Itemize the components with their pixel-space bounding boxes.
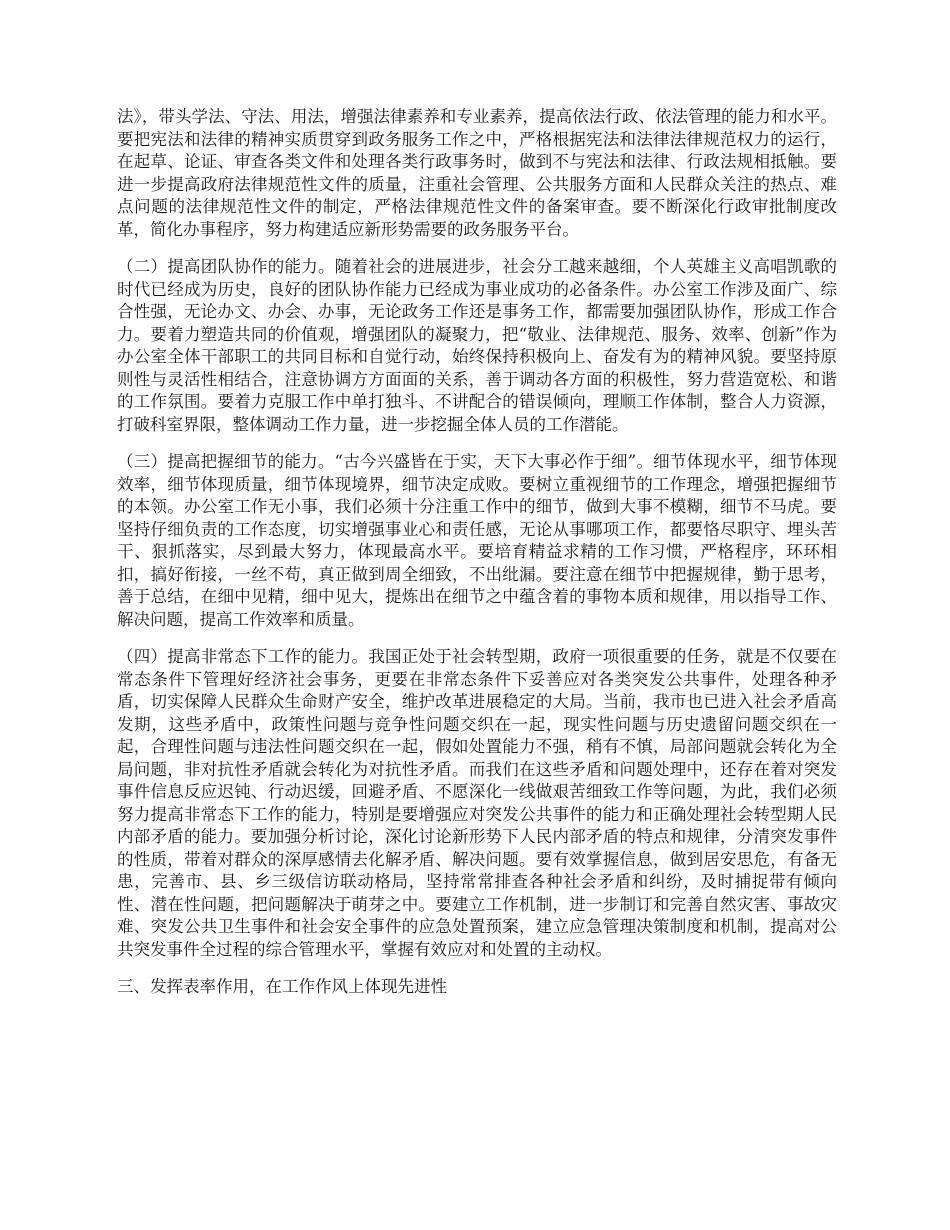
paragraph-detail: （三）提高把握细节的能力。“古今兴盛皆在于实，天下大事必作于细”。细节体现水平，细节体现效率，细节体现质量，细节体现境界，细节决定成败。要树立重视细节的工作理念，增强把握细节的本领。办公室工作无小事，我们必须十分注重工作中的细节，做到大事不模糊，细节不马虎。要坚持仔细负责的工作态度，切实增强事业心和责任感，无论从事哪项工作，都要恪尽职守、埋头苦干、狠抓落实，尽到最大努力，体现最高水平。要培育精益求精的工作习惯，严格程序，环环相扣，搞好衔接，一丝不苟，真正做到周全细致，不出纰漏。要注意在细节中把握规律，勤于思考，善于总结，在细中见精，细中见大，提炼出在细节之中蕴含着的事物本质和规律，用以指导工作、解决问题，提高工作效率和质量。 (117, 452, 837, 629)
paragraph-abnormal-conditions: （四）提高非常态下工作的能力。我国正处于社会转型期，政府一项很重要的任务，就是不仅要在常态条件下管理好经济社会事务，更要在非常态条件下妥善应对各类突发公共事件，处理各种矛盾，切实保障人民群众生命财产安全，维护改革进展稳定的大局。当前，我市也已进入社会矛盾高发期，这些矛盾中，政策性问题与竞争性问题交织在一起，现实性问题与历史遗留问题交织在一起，合理性问题与违法性问题交织在一起，假如处置能力不强，稍有不慎，局部问题就会转化为全局问题，非对抗性矛盾就会转化为对抗性矛盾。而我们在这些矛盾和问题处理中，还存在着对突发事件信息反应迟钝、行动迟缓，回避矛盾、不愿深化一线做艰苦细致工作等问题，为此，我们必须努力提高非常态下工作的能力，特别是要增强应对突发公共事件的能力和正确处理社会转型期人民内部矛盾的能力。要加强分析讨论，深化讨论新形势下人民内部矛盾的特点和规律，分清突发事件的性质，带着对群众的深厚感情去化解矛盾、解决问题。要有效掌握信息，做到居安思危，有备无患，完善市、县、乡三级信访联动格局，坚持常常排查各种社会矛盾和纠纷，及时捕捉带有倾向性、潜在性问题，把问题解决于萌芽之中。要建立工作机制，进一步制订和完善自然灾害、事故灾难、突发公共卫生事件和社会安全事件的应急处置预案，建立应急管理决策制度和机制，提高对公共突发事件全过程的综合管理水平，掌握有效应对和处置的主动权。 (117, 647, 837, 959)
paragraph-legal-governance: 法》，带头学法、守法、用法，增强法律素养和专业素养，提高依法行政、依法管理的能力和水平。要把宪法和法律的精神实质贯穿到政务服务工作之中，严格根据宪法和法律法律规范权力的运行，在起草、论证、审查各类文件和处理各类行政事务时，做到不与宪法和法律、行政法规相抵触。要进一步提高政府法律规范性文件的质量，注重社会管理、公共服务方面和人民群众关注的热点、难点问题的法律规范性文件的制定，严格法律规范性文件的备案审查。要不断深化行政审批制度改革，简化办事程序，努力构建适应新形势需要的政务服务平台。 (117, 107, 837, 239)
section-heading: 三、发挥表率作用，在工作作风上体现先进性 (117, 977, 447, 996)
paragraph-teamwork: （二）提高团队协作的能力。随着社会的进展进步，社会分工越来越细，个人英雄主义高唱凯歌的时代已经成为历史，良好的团队协作能力已经成为事业成功的必备条件。办公室工作涉及面广、综合性强，无论办文、办会、办事，无论政务工作还是事务工作，都需要加强团队协作，形成工作合力。要着力塑造共同的价值观，增强团队的凝聚力，把“敬业、法律规范、服务、效率、创新”作为办公室全体干部职工的共同目标和自觉行动，始终保持积极向上、奋发有为的精神风貌。要坚持原则性与灵活性相结合，注意协调方方面面的关系，善于调动各方面的积极性，努力营造宽松、和谐的工作氛围。要着力克服工作中单打独斗、不讲配合的错误倾向，理顺工作体制，整合人力资源，打破科室界限，整体调动工作力量，进一步挖掘全体人员的工作潜能。 (117, 257, 837, 434)
document-page (117, 106, 837, 999)
